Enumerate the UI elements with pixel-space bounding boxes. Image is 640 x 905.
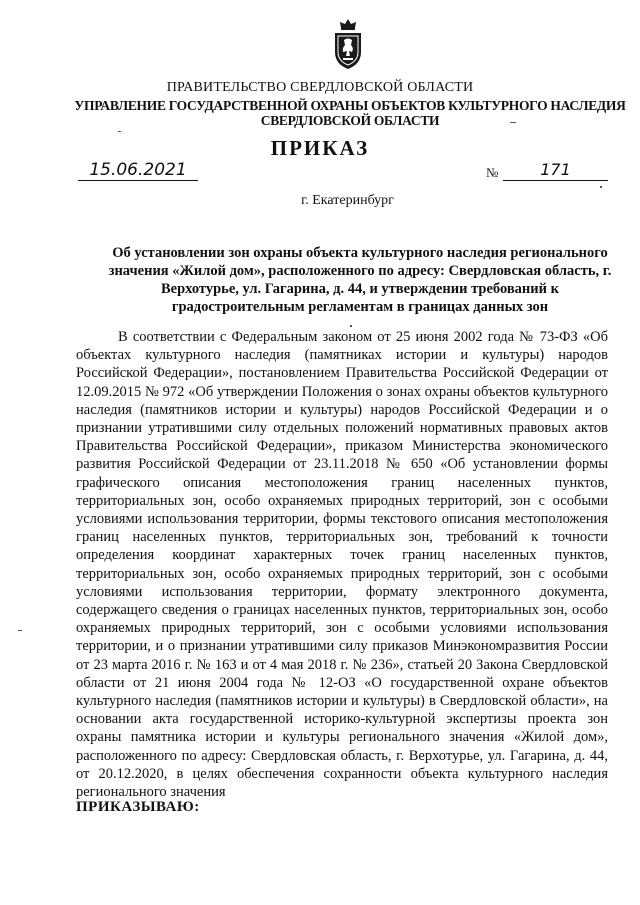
order-word: ПРИКАЗЫВАЮ:	[76, 799, 200, 815]
scan-mark	[510, 122, 516, 123]
scan-mark	[600, 186, 602, 188]
department-name: УПРАВЛЕНИЕ ГОСУДАРСТВЕННОЙ ОХРАНЫ ОБЪЕКТОВ КУЛЬТУРНОГО НАСЛЕДИЯ СВЕРДЛОВСКОЙ ОБЛАСТИ	[74, 98, 626, 128]
scan-mark	[350, 325, 352, 327]
government-name: ПРАВИТЕЛЬСТВО СВЕРДЛОВСКОЙ ОБЛАСТИ	[166, 80, 474, 95]
scan-mark	[118, 131, 121, 132]
preamble-text: В соответствии с Федеральным законом от 25 июня 2002 года № 73-ФЗ «Об объектах культурного наследия (памятниках истории и культуры) народов Российской Федерации», постановлением Правительства Российской Федерации от 12.09.2015 № 972 «Об утверждении Положения о зонах охраны объектов культурного наследия (памятников истории и культуры) народов Российской Федерации и о признании утратившими силу отдельных положений нормативных правовых актов Правительства Российской Федерации», приказом Министерства экономического развития Российской Федерации от 23.11.2018 № 650 «Об установлении формы графического описания местоположения границ населенных пунктов, территориальных зон, особо охраняемых природных территорий, зон с особыми условиями использования территории, формы текстового описания местоположения границ населенных пунктов, территориальных зон, требований к точности определения координат характерных точек границ населенных пунктов, территориальных зон, особо охраняемых природных территорий, зон с особыми условиями использования территории, формату электронного документа, содержащего сведения о границах населенных пунктов, территориальных зон, особо охраняемых природных территорий, зон с особыми условиями использования территории, и о признании утратившими силу приказов Минэкономразвития России от 23 марта 2016 г. № 163 и от 4 мая 2018 г. № 236», статьей 20 Закона Свердловской области от 21 июня 2004 года № 12-ОЗ «О государственной охране объектов культурного наследия (памятников истории и культуры) в Свердловской области», на основании акта государственной историко-культурной экспертизы проекта зон охраны памятника истории и культуры регионального значения «Жилой дом», расположенного по адресу: Свердловская область, г. Верхотурье, ул. Гагарина, д. 44, от 20.12.2020, в целях обеспечения сохранности объекта культурного наследия регионального значения	[76, 329, 608, 801]
document-subject: Об установлении зон охраны объекта культурного наследия регионального значения «Жилой дом», расположенного по адресу: Свердловская область, г. Верхотурье, ул. Гагарина, д. 44, и утверждении требований к градостроительным регламентам в границах данных зон	[108, 245, 612, 315]
number-label: №	[486, 165, 499, 180]
document-number: 171	[503, 160, 608, 181]
coat-of-arms-icon	[332, 18, 364, 70]
city-name: г. Екатеринбург	[301, 193, 394, 208]
document-date: 15.06.2021	[78, 160, 198, 181]
document-title: ПРИКАЗ	[270, 136, 370, 160]
scan-mark	[18, 630, 22, 631]
